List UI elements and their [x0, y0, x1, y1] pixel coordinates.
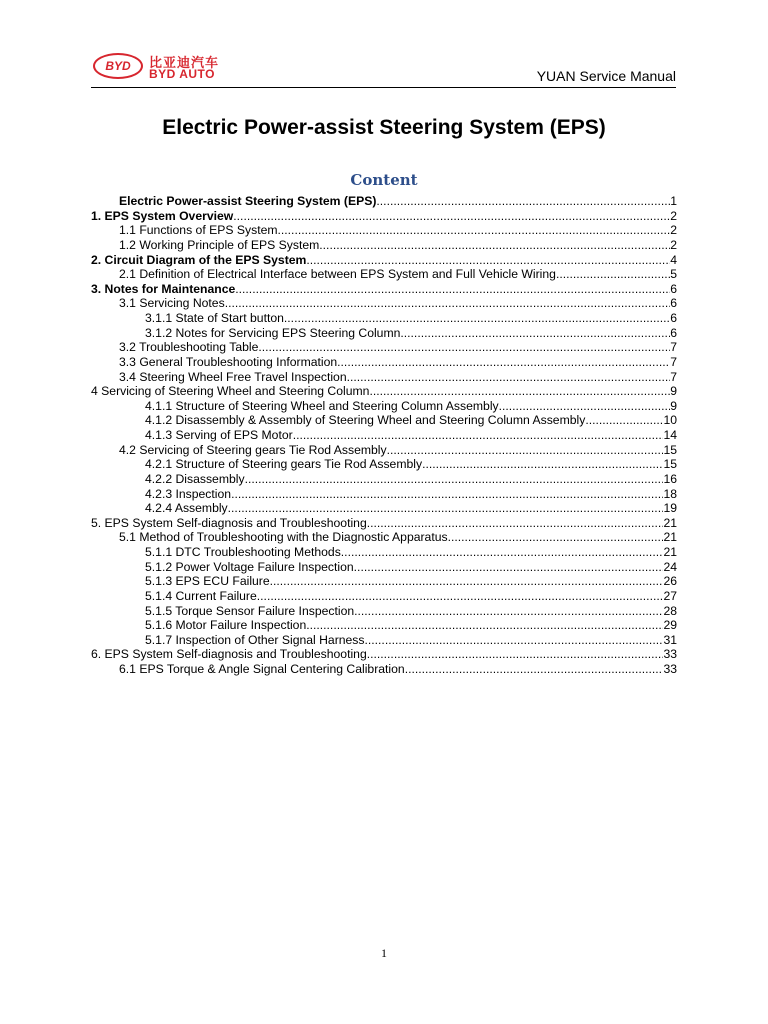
toc-entry[interactable]	[91, 223, 677, 238]
toc-entry[interactable]	[91, 545, 677, 560]
toc-entry-page: 7	[670, 354, 677, 369]
toc-entry-page: 21	[663, 515, 677, 530]
toc-entry-title: 3.1.1 State of Start button	[145, 311, 284, 325]
toc-dot-leader	[233, 209, 670, 224]
toc-entry-title: 6.1 EPS Torque & Angle Signal Centering Calibration	[119, 662, 405, 676]
toc-dot-leader	[278, 223, 671, 238]
toc-dot-leader	[319, 238, 670, 253]
toc-entry[interactable]	[91, 604, 677, 619]
toc-entry-title: 4.2.3 Inspection	[145, 486, 232, 501]
toc-entry-title: 3.2 Troubleshooting Table	[119, 340, 259, 355]
byd-logo-mark: BYD	[93, 53, 143, 79]
toc-dot-leader	[354, 604, 663, 619]
byd-logo-chinese-text: 比亚迪汽车	[149, 56, 220, 71]
toc-entry[interactable]	[91, 589, 677, 604]
toc-dot-leader	[400, 326, 670, 341]
toc-entry-title: 4.1.1 Structure of Steering Wheel and Steering Column Assembly	[145, 398, 499, 413]
toc-entry-title: 3.4 Steering Wheel Free Travel Inspection	[119, 369, 347, 384]
toc-entry-title: 4.1.2 Disassembly & Assembly of Steering Wheel and Steering Column Assembly	[145, 413, 586, 428]
toc-entry[interactable]	[91, 399, 677, 414]
manual-title: YUAN Service Manual	[536, 68, 676, 84]
toc-entry-page: 6	[670, 281, 677, 296]
toc-dot-leader	[228, 501, 664, 516]
toc-entry[interactable]	[91, 282, 677, 297]
toc-entry[interactable]	[91, 457, 677, 472]
toc-entry[interactable]	[91, 413, 677, 428]
toc-dot-leader	[376, 194, 670, 209]
toc-entry-title: 3.1 Servicing Notes	[119, 296, 225, 311]
toc-entry-page: 28	[663, 603, 677, 618]
toc-entry-page: 16	[663, 471, 677, 486]
toc-entry-title: 3. Notes for Maintenance	[91, 281, 236, 296]
toc-entry[interactable]	[91, 253, 677, 268]
toc-dot-leader	[367, 647, 664, 662]
toc-entry[interactable]	[91, 443, 677, 458]
toc-entry[interactable]	[91, 530, 677, 545]
toc-entry[interactable]	[91, 194, 677, 209]
toc-entry[interactable]	[91, 311, 677, 326]
table-of-contents	[91, 194, 677, 677]
toc-dot-leader	[347, 370, 671, 385]
toc-entry-title: 4 Servicing of Steering Wheel and Steering Column	[91, 384, 370, 399]
toc-entry-page: 18	[663, 486, 677, 501]
toc-entry-page: 7	[670, 340, 677, 355]
toc-entry[interactable]	[91, 428, 677, 443]
toc-entry[interactable]	[91, 238, 677, 253]
toc-entry-page: 2	[670, 237, 677, 252]
toc-entry-title: 5.1.3 EPS ECU Failure	[145, 574, 270, 589]
toc-entry[interactable]	[91, 355, 677, 370]
toc-entry-title: 2.1 Definition of Electrical Interface between EPS System and Full Vehicle Wiring	[119, 267, 556, 282]
toc-entry[interactable]	[91, 633, 677, 648]
toc-entry-page: 15	[663, 442, 677, 457]
toc-entry[interactable]	[91, 267, 677, 282]
toc-dot-leader	[235, 282, 670, 297]
toc-dot-leader	[293, 428, 664, 443]
toc-entry-page: 31	[663, 632, 677, 647]
toc-entry-title: 5.1.5 Torque Sensor Failure Inspection	[145, 603, 355, 618]
toc-dot-leader	[306, 253, 670, 268]
toc-entry[interactable]	[91, 516, 677, 531]
toc-entry[interactable]	[91, 326, 677, 341]
toc-entry[interactable]	[91, 618, 677, 633]
toc-entry[interactable]	[91, 647, 677, 662]
content-heading: Content	[350, 171, 418, 189]
toc-dot-leader	[387, 443, 664, 458]
toc-entry[interactable]	[91, 370, 677, 385]
toc-entry[interactable]	[91, 209, 677, 224]
toc-entry-title: 5.1.2 Power Voltage Failure Inspection	[145, 559, 354, 574]
toc-entry-page: 33	[663, 662, 677, 676]
toc-entry-title: 4.2.1 Structure of Steering gears Tie Rod Assembly	[145, 457, 423, 472]
toc-dot-leader	[337, 355, 670, 370]
toc-entry-title: 2. Circuit Diagram of the EPS System	[91, 252, 307, 267]
toc-entry[interactable]	[91, 340, 677, 355]
page-number: 1	[381, 946, 387, 960]
toc-entry[interactable]	[91, 472, 677, 487]
toc-entry[interactable]	[91, 560, 677, 575]
toc-entry-title: 5.1.1 DTC Troubleshooting Methods	[145, 545, 341, 559]
toc-dot-leader	[354, 560, 664, 575]
toc-dot-leader	[499, 399, 671, 414]
toc-dot-leader	[556, 267, 670, 282]
toc-dot-leader	[448, 530, 664, 545]
toc-entry-page: 6	[670, 311, 677, 325]
toc-entry-page: 10	[663, 413, 677, 428]
toc-entry-title: 5.1 Method of Troubleshooting with the Diagnostic Apparatus	[119, 530, 448, 545]
toc-entry-title: 1. EPS System Overview	[91, 208, 234, 223]
toc-entry-page: 6	[670, 325, 677, 340]
toc-entry-page: 29	[663, 618, 677, 633]
toc-entry-page: 5	[670, 267, 677, 282]
toc-entry-page: 14	[663, 428, 677, 442]
toc-entry-page: 21	[663, 530, 677, 545]
toc-dot-leader	[306, 618, 663, 633]
toc-entry-page: 1	[670, 194, 677, 208]
toc-dot-leader	[231, 487, 663, 502]
toc-entry-title: 1.1 Functions of EPS System	[119, 223, 278, 238]
toc-entry-title: 3.3 General Troubleshooting Information	[119, 354, 338, 369]
toc-entry[interactable]	[91, 384, 677, 399]
toc-dot-leader	[585, 413, 663, 428]
toc-entry-title: 4.2 Servicing of Steering gears Tie Rod Assembly	[119, 442, 387, 457]
toc-entry-page: 6	[670, 296, 677, 311]
byd-logo	[93, 52, 243, 84]
toc-dot-leader	[341, 545, 664, 560]
toc-dot-leader	[257, 589, 664, 604]
toc-entry-title: 5.1.4 Current Failure	[145, 588, 257, 603]
toc-entry-page: 19	[663, 501, 677, 516]
toc-dot-leader	[422, 457, 663, 472]
toc-dot-leader	[225, 296, 671, 311]
toc-entry-title: 3.1.2 Notes for Servicing EPS Steering Column	[145, 325, 401, 340]
toc-dot-leader	[270, 574, 664, 589]
toc-entry-page: 15	[663, 457, 677, 472]
toc-dot-leader	[258, 340, 670, 355]
toc-entry-page: 2	[670, 208, 677, 223]
toc-dot-leader	[245, 472, 664, 487]
toc-entry-title: 1.2 Working Principle of EPS System	[119, 237, 320, 252]
toc-dot-leader	[367, 516, 664, 531]
toc-entry-title: Electric Power-assist Steering System (EPS)	[119, 194, 377, 208]
toc-entry-title: 4.2.2 Disassembly	[145, 471, 245, 486]
toc-entry-title: 5. EPS System Self-diagnosis and Troubleshooting	[91, 515, 367, 530]
toc-entry-title: 4.1.3 Serving of EPS Motor	[145, 428, 293, 442]
toc-entry-page: 9	[670, 398, 677, 413]
toc-dot-leader	[284, 311, 670, 326]
toc-entry-page: 27	[663, 588, 677, 603]
toc-entry-title: 6. EPS System Self-diagnosis and Troubleshooting	[91, 647, 367, 662]
toc-entry-page: 26	[663, 574, 677, 589]
toc-entry-page: 33	[663, 647, 677, 662]
toc-entry-page: 2	[670, 223, 677, 238]
toc-entry-title: 5.1.6 Motor Failure Inspection	[145, 618, 307, 633]
toc-entry-page: 21	[663, 545, 677, 559]
toc-entry[interactable]	[91, 574, 677, 589]
toc-entry[interactable]	[91, 662, 677, 677]
toc-entry-title: 5.1.7 Inspection of Other Signal Harness	[145, 632, 365, 647]
byd-logo-english-text: BYD AUTO	[149, 67, 216, 81]
toc-entry-page: 24	[663, 559, 677, 574]
page-header	[91, 50, 676, 88]
toc-entry[interactable]	[91, 487, 677, 502]
toc-dot-leader	[369, 384, 670, 399]
toc-entry-title: 4.2.4 Assembly	[145, 501, 228, 516]
toc-entry[interactable]	[91, 501, 677, 516]
toc-dot-leader	[405, 662, 664, 677]
toc-entry-page: 4	[670, 252, 677, 267]
toc-entry-page: 7	[670, 369, 677, 384]
toc-entry[interactable]	[91, 296, 677, 311]
document-title: Electric Power-assist Steering System (EPS)	[162, 116, 606, 139]
toc-dot-leader	[365, 633, 664, 648]
toc-entry-page: 9	[670, 384, 677, 399]
